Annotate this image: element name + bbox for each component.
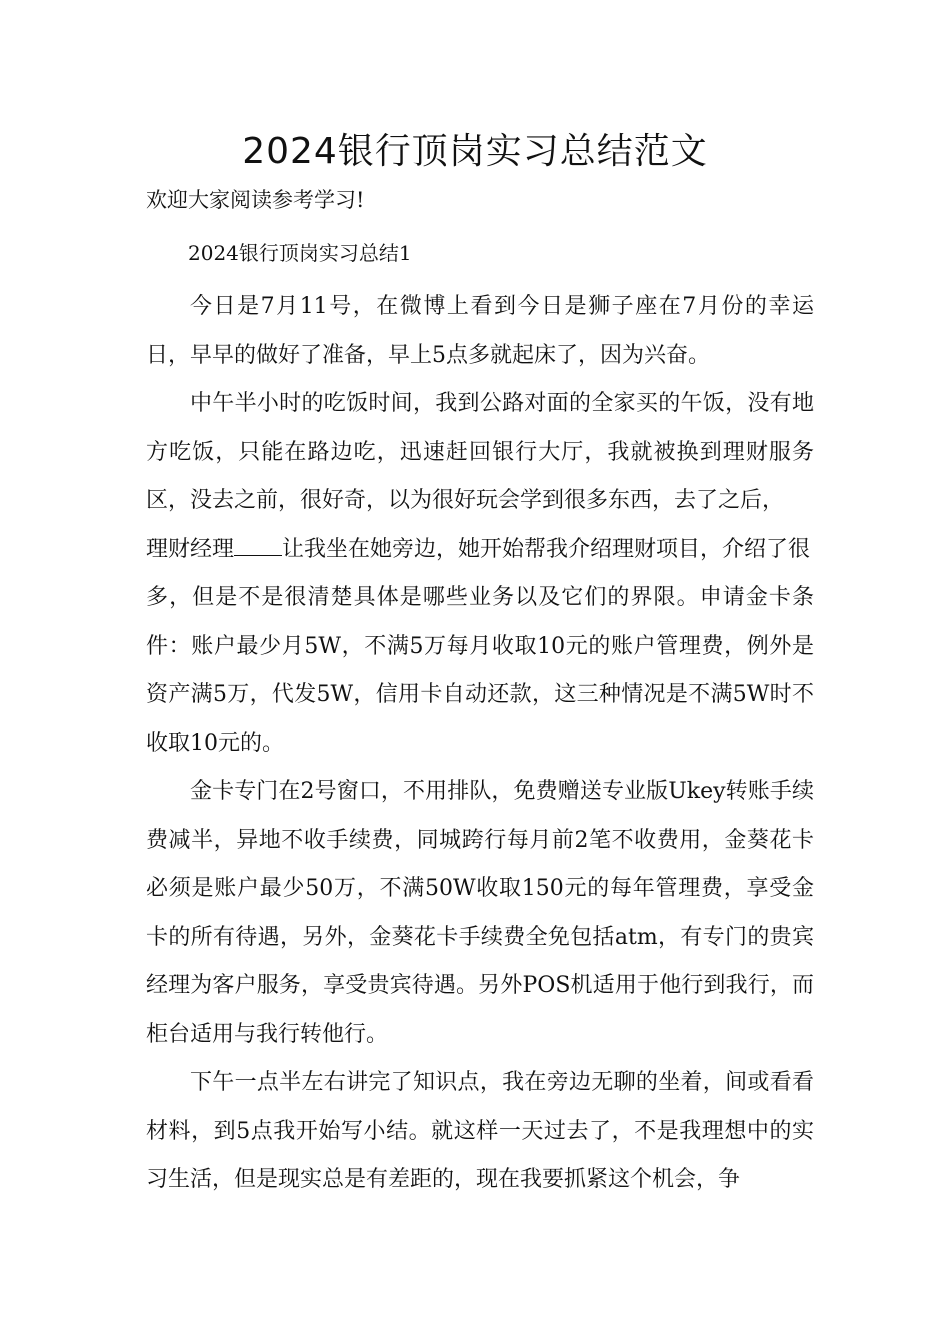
- intro-line: 欢迎大家阅读参考学习!: [146, 188, 365, 212]
- document-title: 2024银行顶岗实习总结范文: [242, 131, 708, 172]
- paragraph-2-manager-line: [146, 526, 814, 575]
- manager-label: 理财经理: [146, 536, 235, 562]
- paragraph-1: 今日是7月11号，在微博上看到今日是狮子座在7月份的幸运日，早早的做好了准备，早上5点多就起床了，因为兴奋。: [146, 294, 814, 368]
- paragraph-2: [146, 380, 814, 768]
- manager-line-rest: 让我坐在她旁边，她开始帮我介绍理财项目，介绍了很: [282, 536, 811, 562]
- paragraph-3: 金卡专门在2号窗口，不用排队，免费赠送专业版Ukey转账手续费减半，异地不收手续费，同城跨行每月前2笔不收费用，金葵花卡必须是账户最少50万，不满50W收取150元的每年管理费，享受金卡的所有待遇，另外，金葵花卡手续费全免包括atm，有专门的贵宾经理为客户服务，享受贵宾待遇。另外POS机适用于他行到我行，而柜台适用与我行转他行。: [146, 779, 814, 1047]
- paragraph-2-part-a: 中午半小时的吃饭时间，我到公路对面的全家买的午饭，没有地方吃饭，只能在路边吃，迅速赶回银行大厅，我就被换到理财服务区，没去之前，很好奇，以为很好玩会学到很多东西，去了之后，: [146, 391, 814, 513]
- name-blank: [234, 537, 282, 556]
- section-heading: 2024银行顶岗实习总结1: [188, 241, 412, 265]
- paragraph-4: 下午一点半左右讲完了知识点，我在旁边无聊的坐着，间或看看材料，到5点我开始写小结。就这样一天过去了，不是我理想中的实习生活，但是现实总是有差距的，现在我要抓紧这个机会，争: [146, 1070, 814, 1192]
- paragraph-2-part-b: 多，但是不是很清楚具体是哪些业务以及它们的界限。申请金卡条件：账户最少月5W，不满5万每月收取10元的账户管理费，例外是资产满5万，代发5W，信用卡自动还款，这三种情况是不满5W时不收取10元的。: [146, 585, 814, 756]
- body-text: [146, 283, 814, 1205]
